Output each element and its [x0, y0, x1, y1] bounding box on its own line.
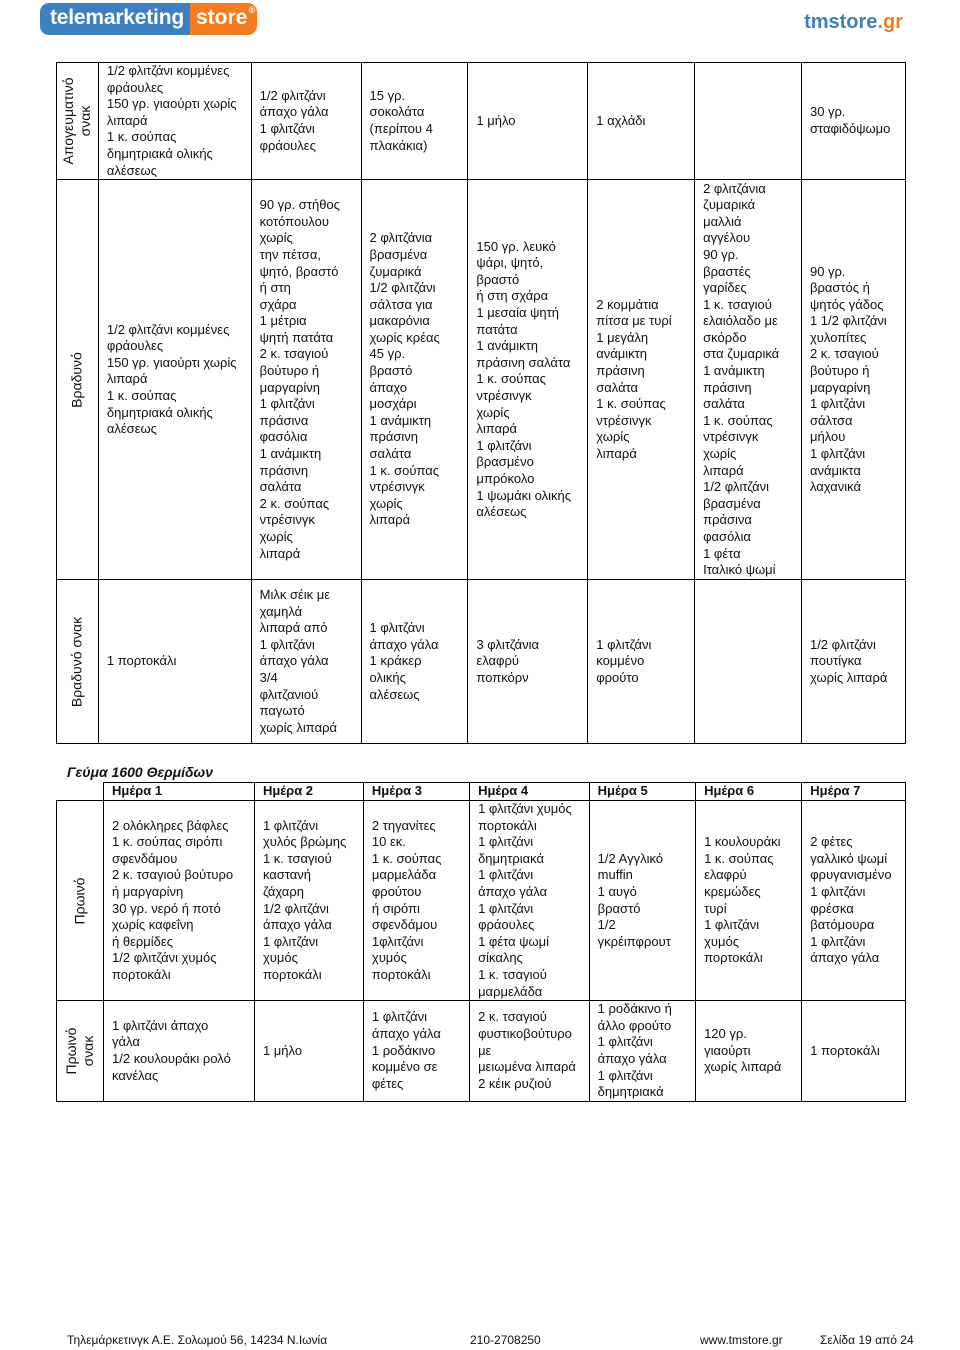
table-cell: 2 φέτες γαλλικό ψωμί φρυγανισμένο 1 φλιτζάνι φρέσκα βατόμουρα 1 φλιτζάνι άπαχο γάλα	[802, 801, 906, 1001]
table-cell	[695, 63, 802, 180]
table-cell: 1 φλιτζάνι κομμένο φρούτο	[588, 580, 695, 744]
table-cell: 120 γρ. γιαούρτι χωρίς λιπαρά	[696, 1001, 802, 1102]
table-cell: 1/2 φλιτζάνι κομμένες φράουλες 150 γρ. γιαούρτι χωρίς λιπαρά 1 κ. σούπας δημητριακά ολικής αλέσεως	[98, 63, 251, 180]
table-cell: 1 φλιτζάνι χυμός πορτοκάλι 1 φλιτζάνι δημητριακά 1 φλιτζάνι άπαχο γάλα 1 φλιτζάνι φράουλες 1 φέτα ψωμί σίκαλης 1 κ. τσαγιού μαρμελάδα	[470, 801, 590, 1001]
table-row	[57, 801, 906, 1001]
table-cell: 1 μήλο	[468, 63, 588, 180]
day-header-row	[57, 783, 906, 801]
footer-company: Τηλεμάρκετινγκ Α.Ε. Σολωμού 56, 14234 Ν.Ιωνία	[67, 1333, 328, 1347]
table-cell: 15 γρ. σοκολάτα (περίπου 4 πλακάκια)	[361, 63, 468, 180]
day-header: Ημέρα 5	[589, 783, 695, 801]
site-name[interactable]: tmstore.gr	[804, 11, 903, 33]
table-cell: 2 ολόκληρες βάφλες 1 κ. σούπας σιρόπι σφενδάμου 2 κ. τσαγιού βούτυρο ή μαργαρίνη 30 γρ. νερό ή ποτό χωρίς καφεΐνη ή θερμίδες 1/2 φλιτζάνι χυμός πορτοκάλι	[104, 801, 255, 1001]
table-cell: 1 αχλάδι	[588, 63, 695, 180]
row-label: Βραδυνό σνακ	[57, 580, 99, 744]
table-cell: 1 κουλουράκι 1 κ. σούπας ελαφρύ κρεμώδες τυρί 1 φλιτζάνι χυμός πορτοκάλι	[696, 801, 802, 1001]
table-cell: 150 γρ. λευκό ψάρι, ψητό, βραστό ή στη σχάρα 1 μεσαία ψητή πατάτα 1 ανάμικτη πράσινη σαλάτα 1 κ. σούπας ντρέσινγκ χωρίς λιπαρά 1 φλιτζάνι βρασμένο μπρόκολο 1 ψωμάκι ολικής αλέσεως	[468, 180, 588, 580]
day-header: Ημέρα 6	[696, 783, 802, 801]
table-cell: 3 φλιτζάνια ελαφρύ ποπκόρν	[468, 580, 588, 744]
table-cell: 90 γρ. βραστός ή ψητός γάδος 1 1/2 φλιτζάνι χυλοπίτες 2 κ. τσαγιού βούτυρο ή μαργαρίνη 1 φλιτζάνι σάλτσα μήλου 1 φλιτζάνι ανάμικτα λαχανικά	[801, 180, 905, 580]
footer-website[interactable]: www.tmstore.gr	[700, 1333, 783, 1347]
table-cell: 1 ροδάκινο ή άλλο φρούτο 1 φλιτζάνι άπαχο γάλα 1 φλιτζάνι δημητριακά	[589, 1001, 695, 1102]
table-cell: 90 γρ. στήθος κοτόπουλου χωρίς την πέτσα, ψητό, βραστό ή στη σχάρα 1 μέτρια ψητή πατάτα 2 κ. τσαγιού βούτυρο ή μαργαρίνη 1 φλιτζάνι πράσινα φασόλια 1 ανάμικτη πράσινη σαλάτα 2 κ. σούπας ντρέσινγκ χωρίς λιπαρά	[251, 180, 361, 580]
table-cell	[695, 580, 802, 744]
table-cell: 1 φλιτζάνι χυλός βρώμης 1 κ. τσαγιού καστανή ζάχαρη 1/2 φλιτζάνι άπαχο γάλα 1 φλιτζάνι χυμός πορτοκάλι	[254, 801, 363, 1001]
table-row	[57, 1001, 906, 1102]
header-blank	[57, 783, 104, 801]
table-cell: 1 φλιτζάνι άπαχο γάλα 1 κράκερ ολικής αλέσεως	[361, 580, 468, 744]
table-row	[57, 580, 906, 744]
table-cell: 1 πορτοκάλι	[98, 580, 251, 744]
table-cell: 1 πορτοκάλι	[802, 1001, 906, 1102]
meal-plan-table-top	[56, 62, 906, 744]
table-cell: 2 κ. τσαγιού φυστικοβούτυρο με μειωμένα λιπαρά 2 κέικ ρυζιού	[470, 1001, 590, 1102]
day-header: Ημέρα 4	[470, 783, 590, 801]
table-cell: 2 κομμάτια πίτσα με τυρί 1 μεγάλη ανάμικτη πράσινη σαλάτα 1 κ. σούπας ντρέσινγκ χωρίς λιπαρά	[588, 180, 695, 580]
table-cell: 2 φλιτζάνια ζυμαρικά μαλλιά αγγέλου 90 γρ. βραστές γαρίδες 1 κ. τσαγιού ελαιόλαδο με σκόρδο στα ζυμαρικά 1 ανάμικτη πράσινη σαλάτα 1 κ. σούπας ντρέσινγκ χωρίς λιπαρά 1/2 φλιτζάνι βρασμένα πράσινα φασόλια 1 φέτα Ιταλικό ψωμί	[695, 180, 802, 580]
table-cell: 1/2 φλιτζάνι κομμένες φράουλες 150 γρ. γιαούρτι χωρίς λιπαρά 1 κ. σούπας δημητριακά ολικής αλέσεως	[98, 180, 251, 580]
table-row	[57, 180, 906, 580]
day-header: Ημέρα 7	[802, 783, 906, 801]
table-cell: 30 γρ. σταφιδόψωμο	[801, 63, 905, 180]
table-cell: 1/2 φλιτζάνι άπαχο γάλα 1 φλιτζάνι φράουλες	[251, 63, 361, 180]
page-header	[0, 0, 960, 52]
table-row	[57, 63, 906, 180]
table-cell: 1 μήλο	[254, 1001, 363, 1102]
day-header: Ημέρα 2	[254, 783, 363, 801]
day-header: Ημέρα 1	[104, 783, 255, 801]
footer-page-number: Σελίδα 19 από 24	[820, 1333, 914, 1347]
table-cell: 1/2 φλιτζάνι πουτίγκα χωρίς λιπαρά	[801, 580, 905, 744]
meal-plan-table-1600	[56, 782, 906, 1102]
logo-text-left: telemarketing	[40, 3, 190, 35]
table-cell: 1/2 Αγγλικό muffin 1 αυγό βραστό 1/2 γκρέιπφρουτ	[589, 801, 695, 1001]
day-header: Ημέρα 3	[363, 783, 469, 801]
table-cell: 2 φλιτζάνια βρασμένα ζυμαρικά 1/2 φλιτζάνι σάλτσα για μακαρόνια χωρίς κρέας 45 γρ. βραστό άπαχο μοσχάρι 1 ανάμικτη πράσινη σαλάτα 1 κ. σούπας ντρέσινγκ χωρίς λιπαρά	[361, 180, 468, 580]
telemarketing-store-logo[interactable]	[40, 3, 257, 35]
row-label: Απογευματινό σνακ	[57, 63, 99, 180]
logo-text-right: store ®	[190, 3, 257, 35]
table-cell: 1 φλιτζάνι άπαχο γάλα 1 ροδάκινο κομμένο σε φέτες	[363, 1001, 469, 1102]
row-label: Πρωινό σνακ	[57, 1001, 104, 1102]
row-label: Βραδυνό	[57, 180, 99, 580]
row-label: Πρωινό	[57, 801, 104, 1001]
table-cell: 2 τηγανίτες 10 εκ. 1 κ. σούπας μαρμελάδα φρούτου ή σιρόπι σφενδάμου 1φλιτζάνι χυμός πορτοκάλι	[363, 801, 469, 1001]
table-cell: 1 φλιτζάνι άπαχο γάλα 1/2 κουλουράκι ρολό κανέλας	[104, 1001, 255, 1102]
table-caption: Γεύμα 1600 Θερμίδων	[67, 764, 213, 780]
table-cell: Μιλκ σέικ με χαμηλά λιπαρά από 1 φλιτζάνι άπαχο γάλα 3/4 φλιτζανιού παγωτό χωρίς λιπαρά	[251, 580, 361, 744]
footer-phone: 210-2708250	[470, 1333, 541, 1347]
